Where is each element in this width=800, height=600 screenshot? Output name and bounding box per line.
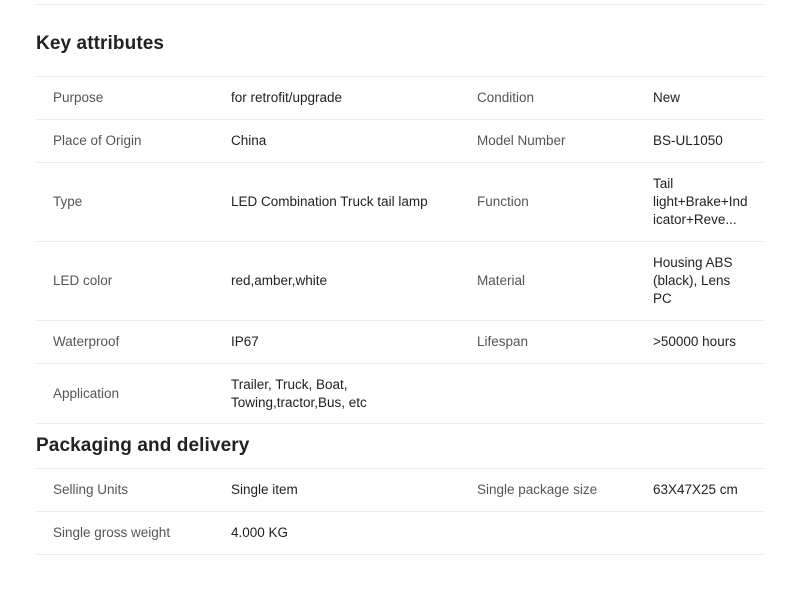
table-row <box>36 320 764 363</box>
attribute-value: BS-UL1050 <box>637 119 764 162</box>
table-row <box>36 119 764 162</box>
table-row <box>36 511 764 554</box>
attribute-value: 63X47X25 cm <box>637 469 764 512</box>
attribute-label: Model Number <box>461 119 637 162</box>
attribute-value <box>637 511 764 554</box>
attribute-label: LED color <box>36 241 215 320</box>
table-row <box>36 469 764 512</box>
attribute-value: red,amber,white <box>215 241 461 320</box>
key-attributes-table <box>36 76 764 424</box>
attribute-value: >50000 hours <box>637 320 764 363</box>
attribute-label: Type <box>36 162 215 241</box>
page-title-key-attributes: Key attributes <box>36 33 165 54</box>
attribute-label: Place of Origin <box>36 119 215 162</box>
packaging-and-delivery-table <box>36 468 764 555</box>
table-row <box>36 162 764 241</box>
attribute-value: New <box>637 77 764 120</box>
attribute-label: Lifespan <box>461 320 637 363</box>
attribute-label: Single gross weight <box>36 511 215 554</box>
table-row <box>36 363 764 424</box>
attribute-label: Function <box>461 162 637 241</box>
attribute-value: 4.000 KG <box>215 511 461 554</box>
table-row <box>36 77 764 120</box>
attribute-value: Single item <box>215 469 461 512</box>
attribute-label: Waterproof <box>36 320 215 363</box>
attribute-value: IP67 <box>215 320 461 363</box>
attribute-value: China <box>215 119 461 162</box>
attribute-value: for retrofit/upgrade <box>215 77 461 120</box>
attribute-value: Tail light+Brake+Indicator+Reve... <box>637 162 764 241</box>
attribute-label <box>461 511 637 554</box>
table-row <box>36 241 764 320</box>
attribute-label: Application <box>36 363 215 424</box>
top-divider <box>36 4 764 5</box>
attribute-label: Purpose <box>36 77 215 120</box>
attribute-value: LED Combination Truck tail lamp <box>215 162 461 241</box>
page-title-packaging-and-delivery: Packaging and delivery <box>36 435 250 456</box>
attribute-label <box>461 363 637 424</box>
attribute-value <box>637 363 764 424</box>
attribute-value: Trailer, Truck, Boat, Towing,tractor,Bus, etc <box>215 363 461 424</box>
attribute-value: Housing ABS (black), Lens PC <box>637 241 764 320</box>
attribute-label: Condition <box>461 77 637 120</box>
attribute-label: Selling Units <box>36 469 215 512</box>
attribute-label: Material <box>461 241 637 320</box>
attribute-label: Single package size <box>461 469 637 512</box>
